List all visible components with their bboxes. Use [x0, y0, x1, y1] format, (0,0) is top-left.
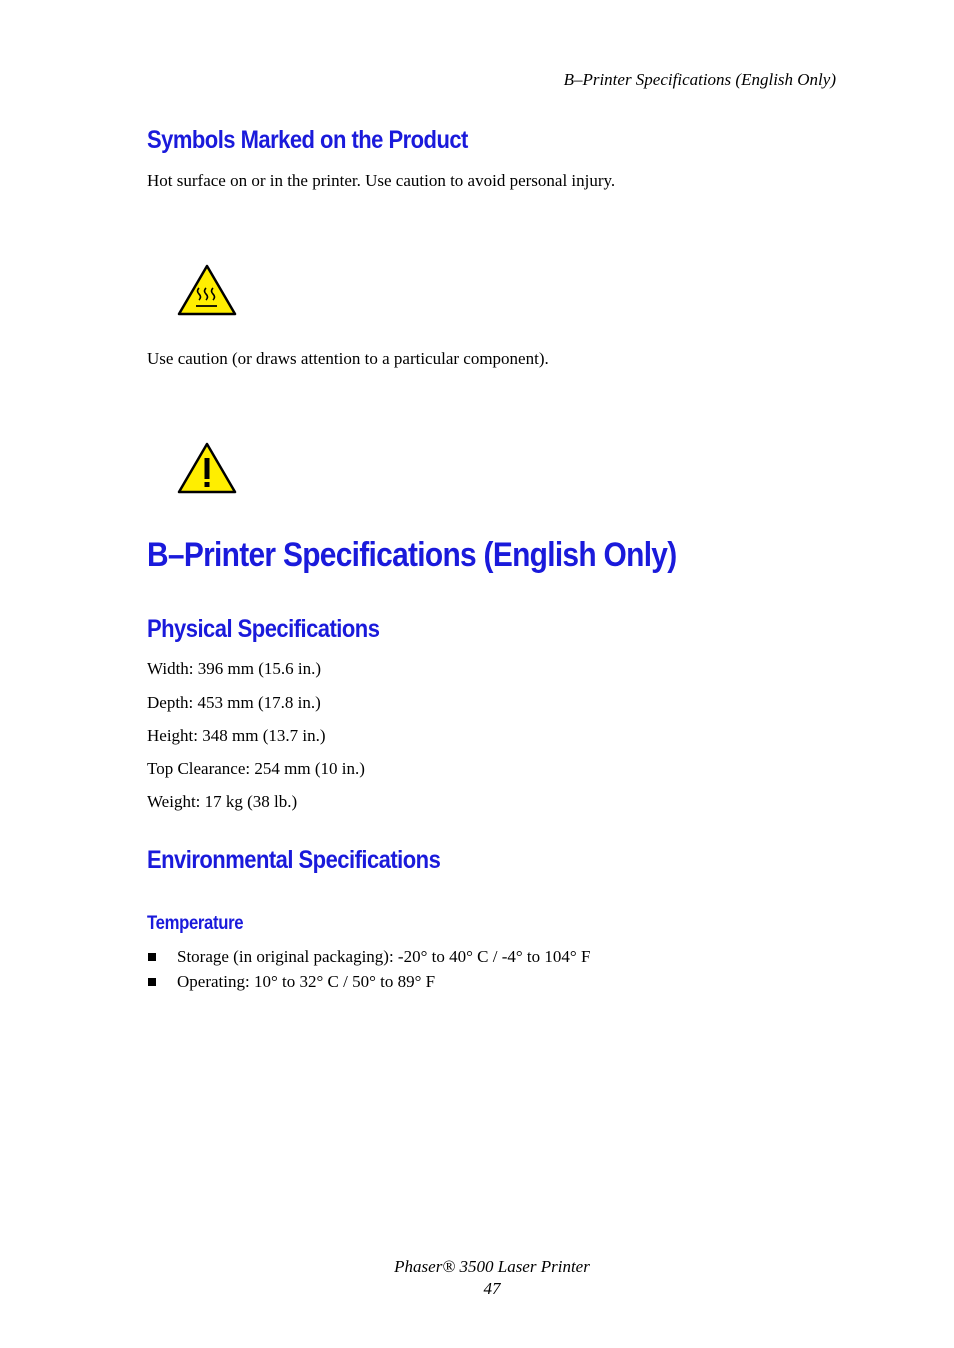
subsection-heading-temperature: Temperature [147, 913, 244, 934]
section-heading-physical: Physical Specifications [147, 615, 380, 643]
appendix-title: B–Printer Specifications (English Only) [147, 536, 677, 574]
hot-surface-description: Hot surface on or in the printer. Use caution to avoid personal injury. [147, 171, 616, 190]
running-header: B–Printer Specifications (English Only) [563, 70, 836, 89]
temperature-operating: Operating: 10° to 32° C / 50° to 89° F [177, 972, 436, 991]
temperature-storage: Storage (in original packaging): -20° to 40° C / -4° to 104° F [177, 947, 591, 966]
caution-description: Use caution (or draws attention to a particular component). [147, 349, 549, 368]
section-heading-symbols: Symbols Marked on the Product [147, 126, 468, 154]
physical-spec-width: Width: 396 mm (15.6 in.) [147, 659, 322, 678]
bullet-square-icon [148, 978, 156, 986]
physical-spec-top-clearance: Top Clearance: 254 mm (10 in.) [147, 759, 365, 778]
section-heading-environmental: Environmental Specifications [147, 846, 441, 874]
list-item [147, 947, 590, 967]
footer-page-number: 47 [483, 1279, 501, 1298]
physical-spec-depth: Depth: 453 mm (17.8 in.) [147, 693, 321, 712]
hot-surface-warning-icon [177, 264, 237, 316]
list-item [147, 972, 435, 992]
footer-product-name: Phaser® 3500 Laser Printer [394, 1257, 590, 1276]
physical-spec-height: Height: 348 mm (13.7 in.) [147, 726, 326, 745]
physical-spec-weight: Weight: 17 kg (38 lb.) [147, 792, 298, 811]
bullet-square-icon [148, 953, 156, 961]
caution-exclamation-icon [177, 442, 237, 494]
